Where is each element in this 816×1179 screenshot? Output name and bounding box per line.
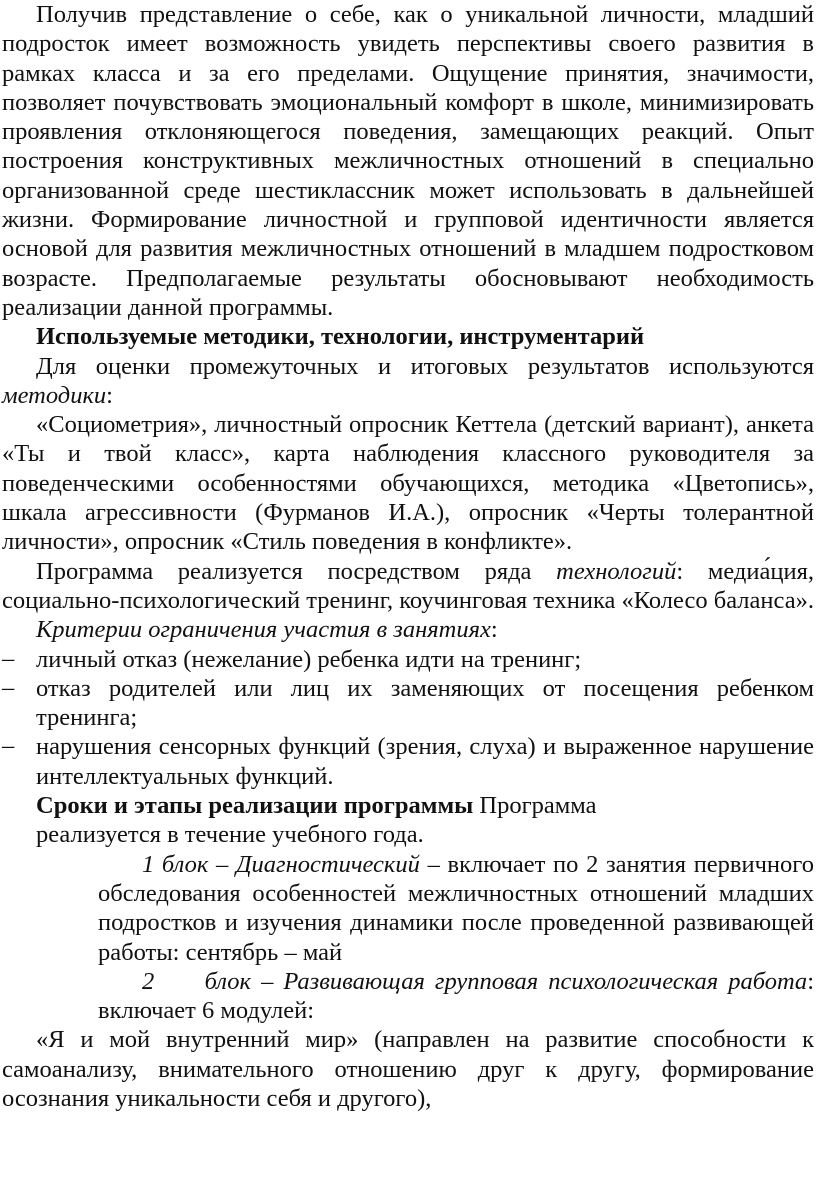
criteria-colon: :: [490, 616, 498, 644]
block2-number: 2: [142, 967, 155, 995]
dash-marker: –: [2, 644, 15, 672]
criteria-term: Критерии ограничения участия в занятиях: [36, 616, 491, 644]
methods-list-paragraph: «Социометрия», личностный опросник Кеттела (детский вариант), анкета «Ты и твой класс», карта наблюдения классного руководителя за поведенческими особенностями обучающихся, методика «Цветопись», шкала агрессивности (Фурманов И.А.), опросник «Черты толерантной личности», опросник «Стиль поведения в конфликте».: [2, 411, 814, 556]
criteria-heading: [2, 615, 814, 644]
criteria-item-text: нарушения сенсорных функций (зрения, слуха) и выраженное нарушение интеллектуальных функций.: [36, 733, 814, 790]
block2-title: блок – Развивающая групповая психологическая работа: [204, 967, 808, 995]
criteria-item-text: личный отказ (нежелание) ребенка идти на тренинг;: [36, 645, 582, 673]
stages-heading-line: [2, 791, 814, 820]
block1-title: 1 блок – Диагностический: [142, 850, 420, 878]
methods-colon: :: [106, 381, 113, 409]
stages-heading: Сроки и этапы реализации программы: [36, 792, 474, 820]
stages-duration: реализуется в течение учебного года.: [36, 821, 424, 849]
methods-term: методики: [2, 381, 107, 409]
criteria-item: [2, 645, 814, 674]
module1-paragraph: «Я и мой внутренний мир» (направлен на развитие способности к самоанализу, внимательного отношению друг к другу, формирование осознания уникальности себя и другого),: [2, 1026, 814, 1112]
dash-marker: –: [2, 732, 15, 760]
methods-heading: Используемые методики, технологии, инструментарий: [36, 323, 645, 351]
block1-paragraph: [2, 850, 814, 967]
criteria-item-text: отказ родителей или лиц их заменяющих от посещения ребенком тренинга;: [36, 674, 814, 732]
dash-marker: –: [2, 673, 15, 701]
block2-text: : включает 6 модулей:: [98, 967, 814, 1025]
methods-lead-text: Для оценки промежуточных и итоговых результатов используются: [36, 352, 814, 380]
technologies-term: технологий: [556, 557, 677, 585]
stages-heading-tail: Программа: [473, 792, 597, 820]
technologies-paragraph: [2, 557, 814, 616]
intro-paragraph: Получив представление о себе, как о уникальной личности, младший подросток имеет возможность увидеть перспективы своего развития в рамках класса и за его пределами. Ощущение принятия, значимости, позволяет почувствовать эмоциональный комфорт в школе, минимизировать проявления отклоняющегося поведения, замещающих реакций. Опыт построения конструктивных межличностных отношений в специально организованной среде шестиклассник может использовать в дальнейшей жизни. Формирование личностной и групповой идентичности является основой для развития межличностных отношений в младшем подростковом возрасте. Предполагаемые результаты обосновывают необходимость реализации данной программы.: [2, 1, 814, 321]
criteria-item: [2, 674, 814, 733]
block1-text: – включает по 2 занятия первичного обследования особенностей межличностных отношений младших подростков и изучения динамики после проведенной развивающей работы: сентябрь – май: [98, 850, 814, 966]
technologies-rest-text: : медиа́ция, социально-психологический тренинг, коучинговая техника «Колесо баланса».: [2, 557, 814, 614]
technologies-lead-text: Программа реализуется посредством ряда: [36, 557, 557, 585]
block2-paragraph: [2, 967, 814, 1026]
criteria-item: [2, 732, 814, 791]
methods-lead-paragraph: [2, 352, 814, 411]
